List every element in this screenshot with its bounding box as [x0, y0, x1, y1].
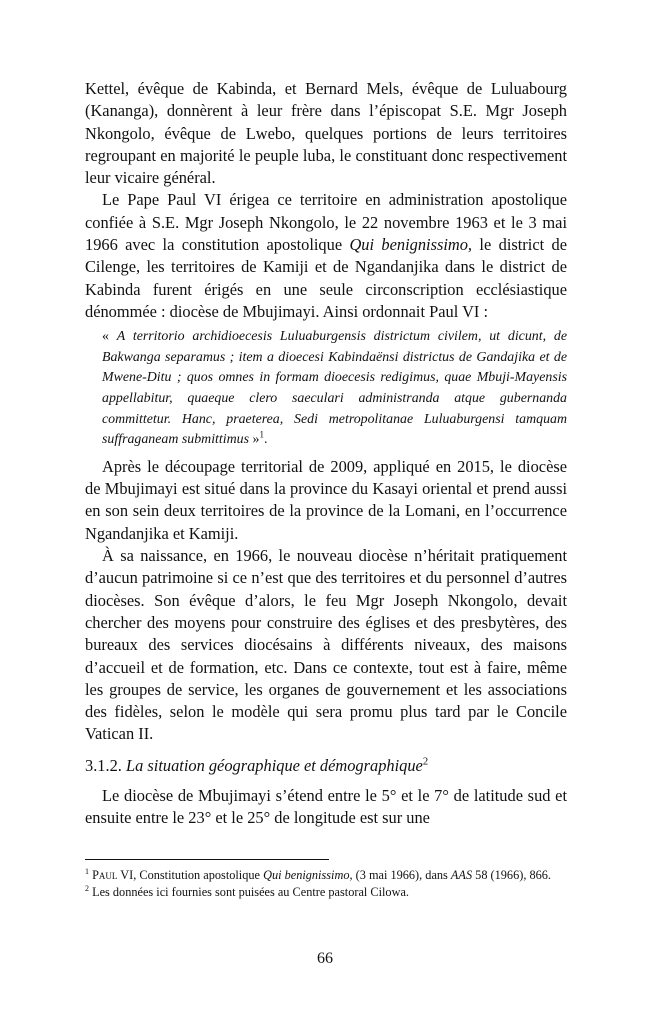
section-number: 3.1.2.: [85, 755, 126, 775]
footnote-title: Qui benignissimo,: [263, 868, 353, 882]
footnote-2: [85, 884, 567, 901]
footnote-text: VI, Constitution apostolique: [117, 868, 264, 882]
page-number: 66: [317, 950, 333, 967]
footnote-marker: 2: [85, 883, 89, 893]
footnote-ref-1[interactable]: 1: [259, 429, 264, 440]
footnote-text: (3 mai 1966), dans: [352, 868, 451, 882]
latin-quote: [102, 327, 567, 451]
paragraph-text: le district de Cilenge, les territoires de Kamiji et de Ngandanjika dans le district de Kabinda furent érigés en une seule circonscription ecclésiastique dénommée : diocèse de Mbujimayi. Ainsi ordonnait Paul VI :: [85, 235, 567, 321]
footnote-text: Les données ici fournies sont puisées au Centre pastoral Cilowa.: [89, 885, 409, 899]
footnote-text: 58 (1966), 866.: [472, 868, 551, 882]
footnote-ref-2[interactable]: 2: [422, 756, 429, 768]
paragraph-paul-vi: [85, 189, 567, 323]
paragraph-continuation: Kettel, évêque de Kabinda, et Bernard Mels, évêque de Luluabourg (Kananga), donnèrent à leur frère dans l’épiscopat S.E. Mgr Joseph Nkongolo, évêque de Lwebo, quelques portions de leurs territoires regroupant en majorité le peuple luba, le constituant donc respectivement leur vicaire général.: [85, 79, 567, 188]
footnote-divider: [85, 859, 329, 860]
quote-open-mark: «: [102, 329, 117, 345]
paragraph-naissance: À sa naissance, en 1966, le nouveau diocèse n’héritait pratiquement d’aucun patrimoine si ce n’est que des territoires et du personnel d’autres diocèses. Son évêque d’alors, le feu Mgr Joseph Nkongolo, devait chercher des moyens pour construire des églises et des presbytères, des bureaux des services diocésains à différents niveaux, des maisons d’accueil et de formation, etc. Dans ce contexte, tout est à faire, même les groupes de service, les organes de gouvernement et les associations des fidèles, selon le modèle qui sera promu plus tard par le Concile Vatican II.: [85, 546, 567, 744]
quote-end: .: [263, 432, 268, 448]
quote-close-mark: »: [249, 432, 260, 448]
footnote-journal: AAS: [450, 868, 473, 882]
section-title: La situation géographique et démographique: [125, 755, 423, 775]
footnote-author: Paul: [92, 868, 118, 882]
paragraph-geographie: Le diocèse de Mbujimayi s’étend entre le 5° et le 7° de latitude sud et ensuite entre le 23° et le 25° de longitude est sur une: [85, 785, 567, 828]
main-text: [85, 78, 567, 830]
paragraph-decoupage: Après le découpage territorial de 2009, appliqué en 2015, le diocèse de Mbujimayi est situé dans la province du Kasayi oriental et prend aussi en son sein deux territoires de la province de la Lomani, en l’occurrence Ngandanjika et Kamiji.: [85, 456, 567, 543]
section-heading: [85, 755, 567, 777]
footnotes: [85, 867, 567, 901]
paragraph-text: Le Pape Paul VI érigea ce territoire en administration apostolique confiée à S.E. Mgr Joseph Nkongolo, le 22 novembre 1963 et le 3 mai 1966 avec la constitution apostolique: [85, 190, 567, 255]
footnote-1: [85, 867, 567, 884]
quote-text: A territorio archidioecesis Luluaburgensis districtum civilem, ut dicunt, de Bakwanga separamus ; item a dioecesi Kabindaënsi districtus de Gandajika et de Mwene-Ditu ; quos omnes in formam dioecesis redigimus, quae Mbuji-Mayensis appellabitur, quaeque clero saeculari administranda atque gubernanda committetur. Hanc, praeterea, Sedi metropolitanae Luluaburgensi tamquam suffraganeam submittimus: [102, 329, 567, 448]
footnote-marker: 1: [85, 866, 89, 876]
constitution-title: Qui benignissimo,: [349, 235, 473, 255]
